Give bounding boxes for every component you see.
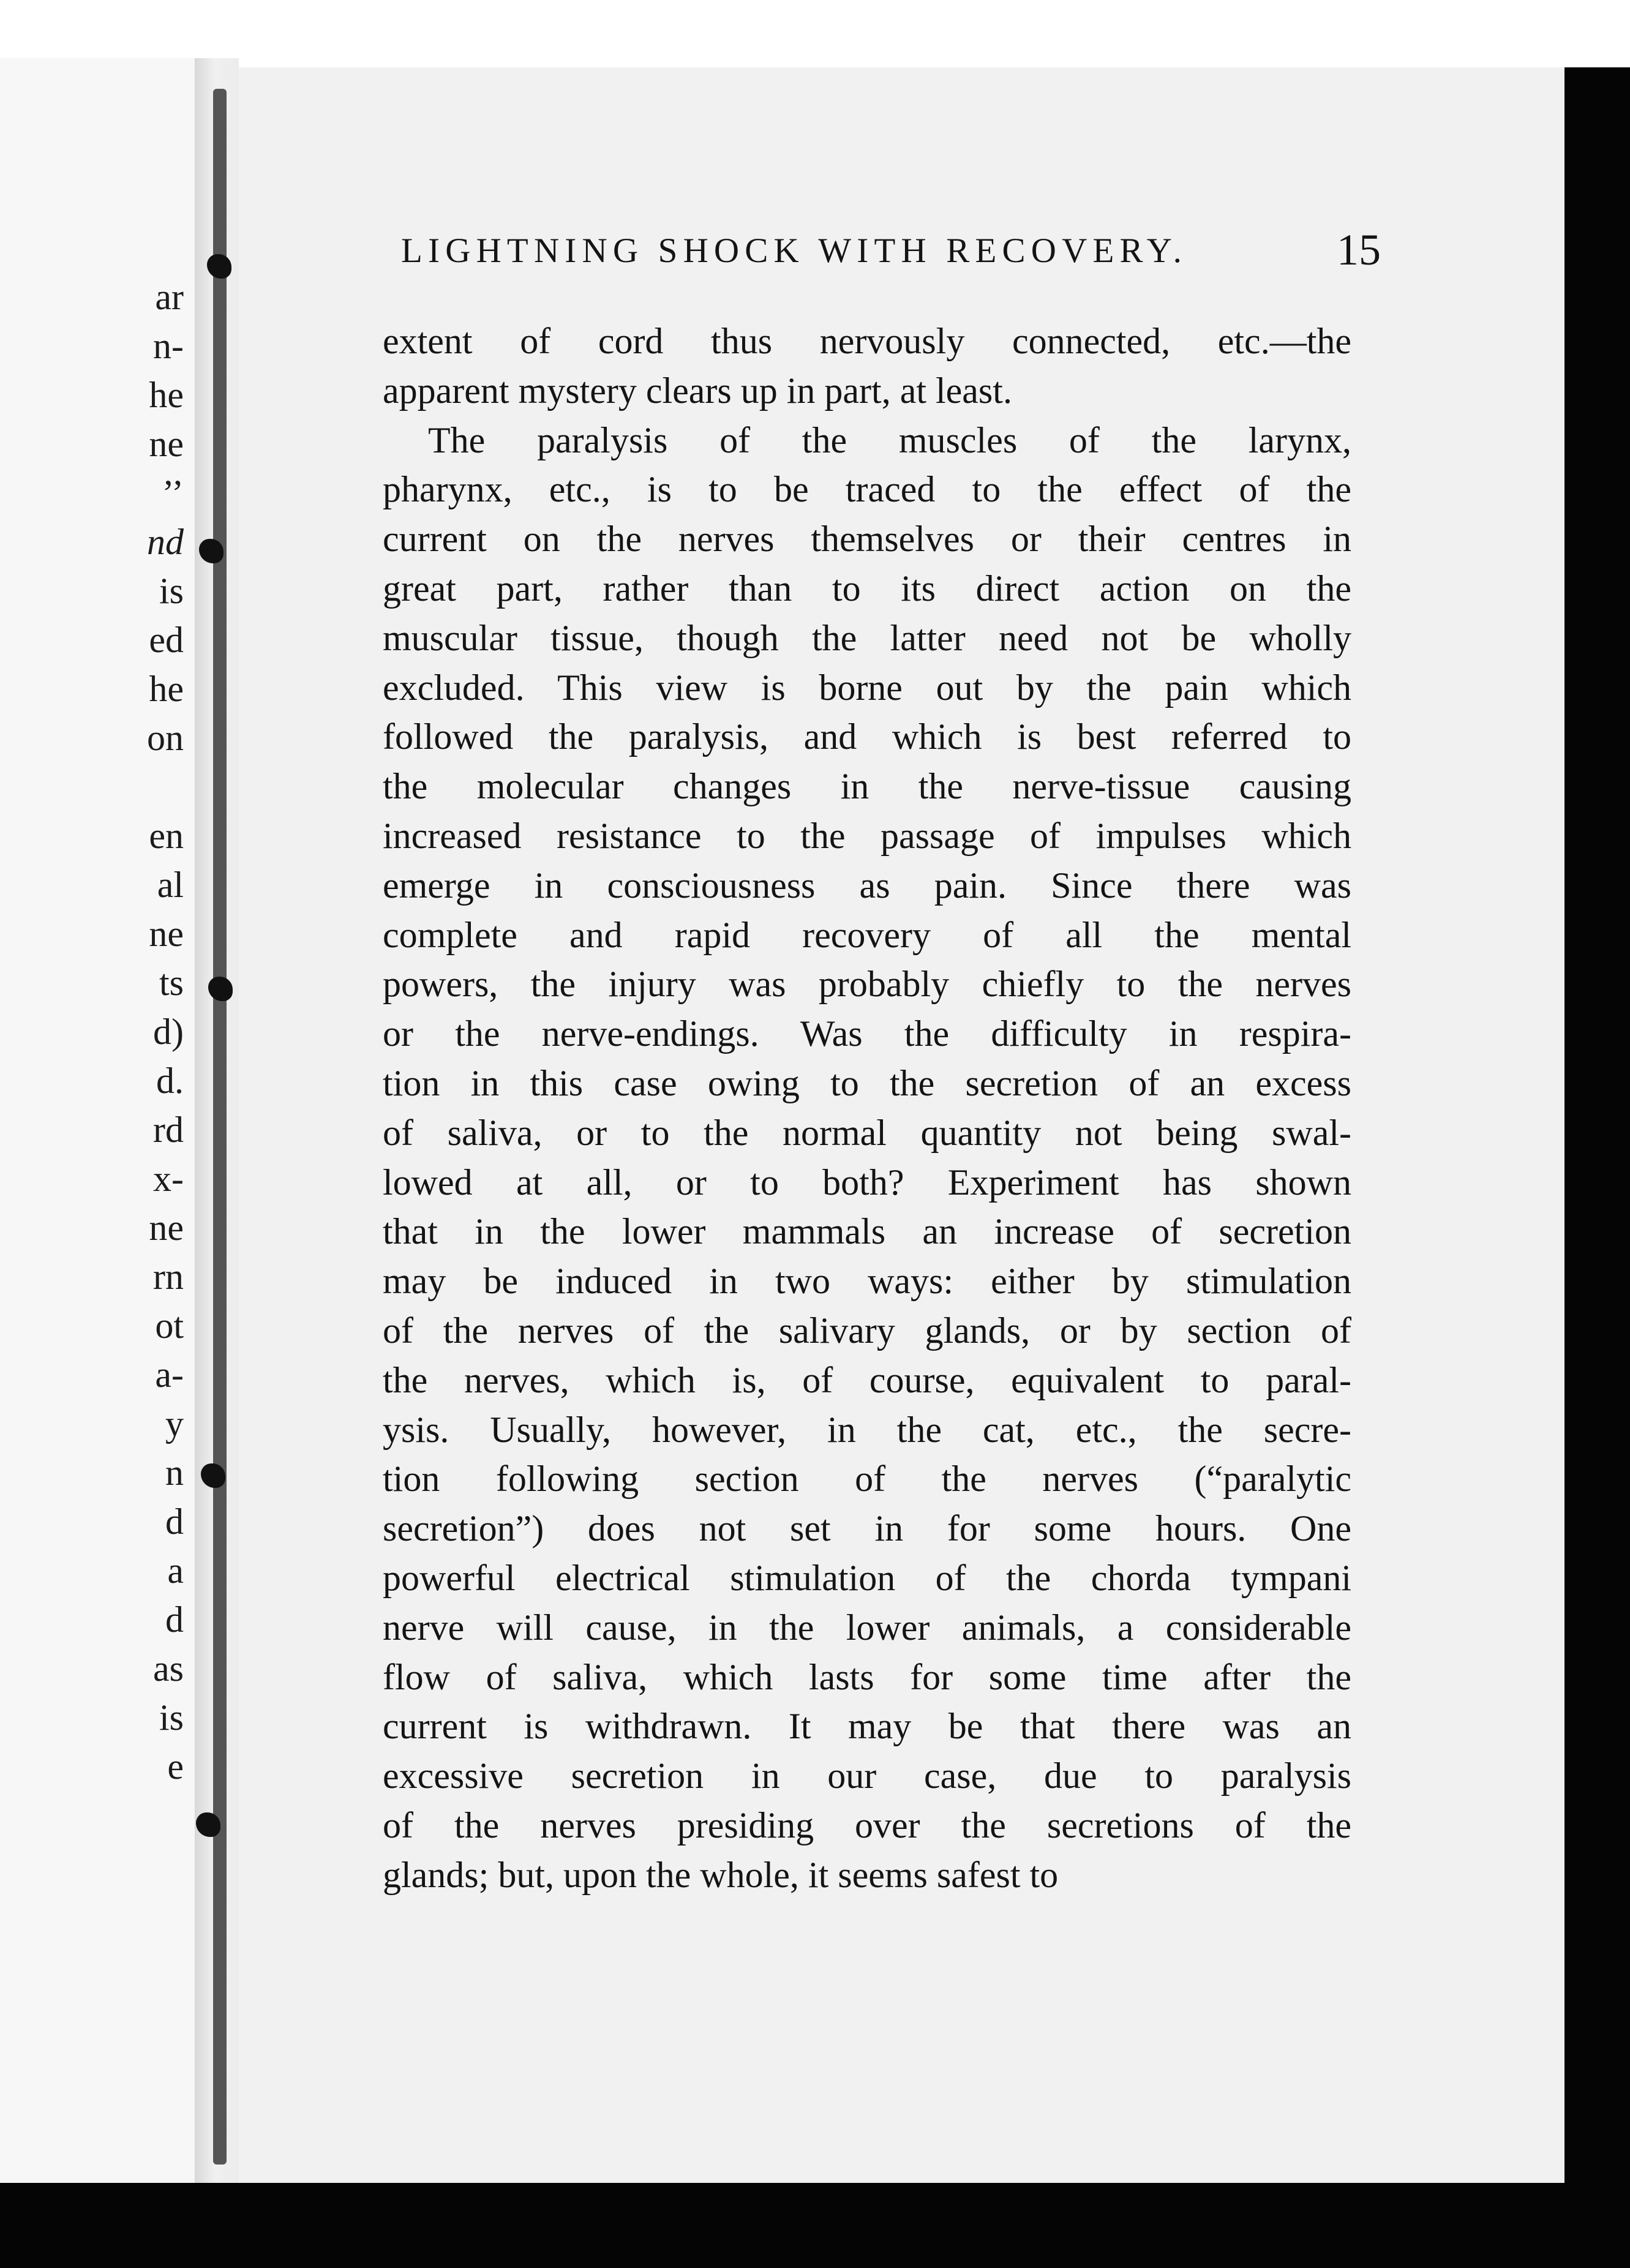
text-line: the molecular changes in the nerve-tissue causing — [383, 766, 1351, 807]
previous-page-fragment: ot — [155, 1305, 184, 1346]
previous-page-fragment: on — [147, 718, 184, 758]
text-line: muscular tissue, though the latter need not be wholly — [383, 617, 1351, 658]
previous-page-edge — [0, 58, 195, 2183]
previous-page-fragment: d — [165, 1501, 184, 1542]
previous-page-fragment: is — [159, 1697, 184, 1738]
previous-page-fragment: ne — [149, 424, 184, 464]
previous-page-fragment: nd — [147, 522, 184, 562]
binding-thread — [213, 89, 227, 2165]
previous-page-fragment: a — [167, 1550, 184, 1591]
text-line: excessive secretion in our case, due to paralysis — [383, 1755, 1351, 1797]
page-number: 15 — [1337, 225, 1381, 274]
previous-page-fragment: is — [159, 571, 184, 611]
text-line: powers, the injury was probably chiefly to the nerves — [383, 964, 1351, 1005]
text-line: great part, rather than to its direct action on the — [383, 568, 1351, 609]
previous-page-fragment: d) — [153, 1012, 184, 1052]
text-line: the nerves, which is, of course, equivalent to paral- — [383, 1359, 1351, 1400]
text-line: increased resistance to the passage of impulses which — [383, 815, 1351, 856]
text-line: extent of cord thus nervously connected, etc.—the — [383, 321, 1351, 361]
previous-page-fragment: en — [149, 816, 184, 856]
previous-page-fragment: ne — [149, 914, 184, 954]
previous-page-fragment: n — [165, 1452, 184, 1493]
previous-page-fragment: ed — [149, 620, 184, 660]
previous-page-fragment: al — [157, 865, 184, 905]
text-line: complete and rapid recovery of all the mental — [383, 914, 1351, 955]
text-line: powerful electrical stimulation of the chorda tympani — [383, 1557, 1351, 1598]
previous-page-fragment: y — [165, 1403, 184, 1444]
previous-page-fragment: n- — [153, 326, 184, 366]
text-line: current on the nerves themselves or their centres in — [383, 519, 1351, 560]
text-line: that in the lower mammals an increase of secretion — [383, 1211, 1351, 1252]
text-line: apparent mystery clears up in part, at least. — [383, 370, 1012, 411]
previous-page-fragment: ts — [159, 963, 184, 1003]
text-line: tion following section of the nerves (“paralytic — [383, 1459, 1351, 1500]
text-line: flow of saliva, which lasts for some time after the — [383, 1656, 1351, 1697]
previous-page-fragment: ne — [149, 1207, 184, 1248]
text-line: pharynx, etc., is to be traced to the effect of the — [383, 469, 1351, 510]
previous-page-fragment: he — [149, 669, 184, 709]
previous-page-fragment: he — [149, 375, 184, 415]
running-head: LIGHTNING SHOCK WITH RECOVERY. — [401, 231, 1188, 270]
previous-page-fragment: rn — [153, 1256, 184, 1297]
scan-background-right — [1564, 67, 1630, 2268]
text-line: of the nerves presiding over the secretions of the — [383, 1804, 1351, 1846]
previous-page-fragment: x- — [153, 1158, 184, 1199]
body-text — [383, 317, 1351, 1900]
text-line: of saliva, or to the normal quantity not being swal- — [383, 1112, 1351, 1153]
text-line: secretion”) does not set in for some hours. One — [383, 1508, 1351, 1549]
text-line: excluded. This view is borne out by the pain which — [383, 667, 1351, 708]
text-line: emerge in consciousness as pain. Since there was — [383, 865, 1351, 906]
text-line: current is withdrawn. It may be that there was an — [383, 1706, 1351, 1747]
previous-page-fragment: a- — [155, 1354, 184, 1395]
previous-page-fragment: e — [167, 1746, 184, 1787]
text-line: tion in this case owing to the secretion of an excess — [383, 1062, 1351, 1103]
text-line: followed the paralysis, and which is best referred to — [383, 716, 1351, 757]
text-line: glands; but, upon the whole, it seems safest to — [383, 1854, 1059, 1895]
text-line: may be induced in two ways: either by stimulation — [383, 1261, 1351, 1302]
text-line: ysis. Usually, however, in the cat, etc., the secre- — [383, 1409, 1351, 1450]
text-line: or the nerve-endings. Was the difficulty in respira- — [383, 1013, 1351, 1054]
text-line: of the nerves of the salivary glands, or by section of — [383, 1310, 1351, 1351]
previous-page-fragment: ar — [155, 277, 184, 317]
text-line: lowed at all, or to both? Experiment has shown — [383, 1162, 1351, 1203]
text-line: The paralysis of the muscles of the larynx, — [428, 419, 1351, 460]
previous-page-fragment: d. — [156, 1061, 184, 1101]
previous-page-fragment: rd — [153, 1110, 184, 1150]
previous-page-fragment: ’’ — [162, 473, 184, 513]
text-line: nerve will cause, in the lower animals, a considerable — [383, 1607, 1351, 1648]
previous-page-fragment: as — [153, 1648, 184, 1689]
previous-page-fragment: d — [165, 1599, 184, 1640]
scan-background-bottom — [0, 2183, 1630, 2268]
